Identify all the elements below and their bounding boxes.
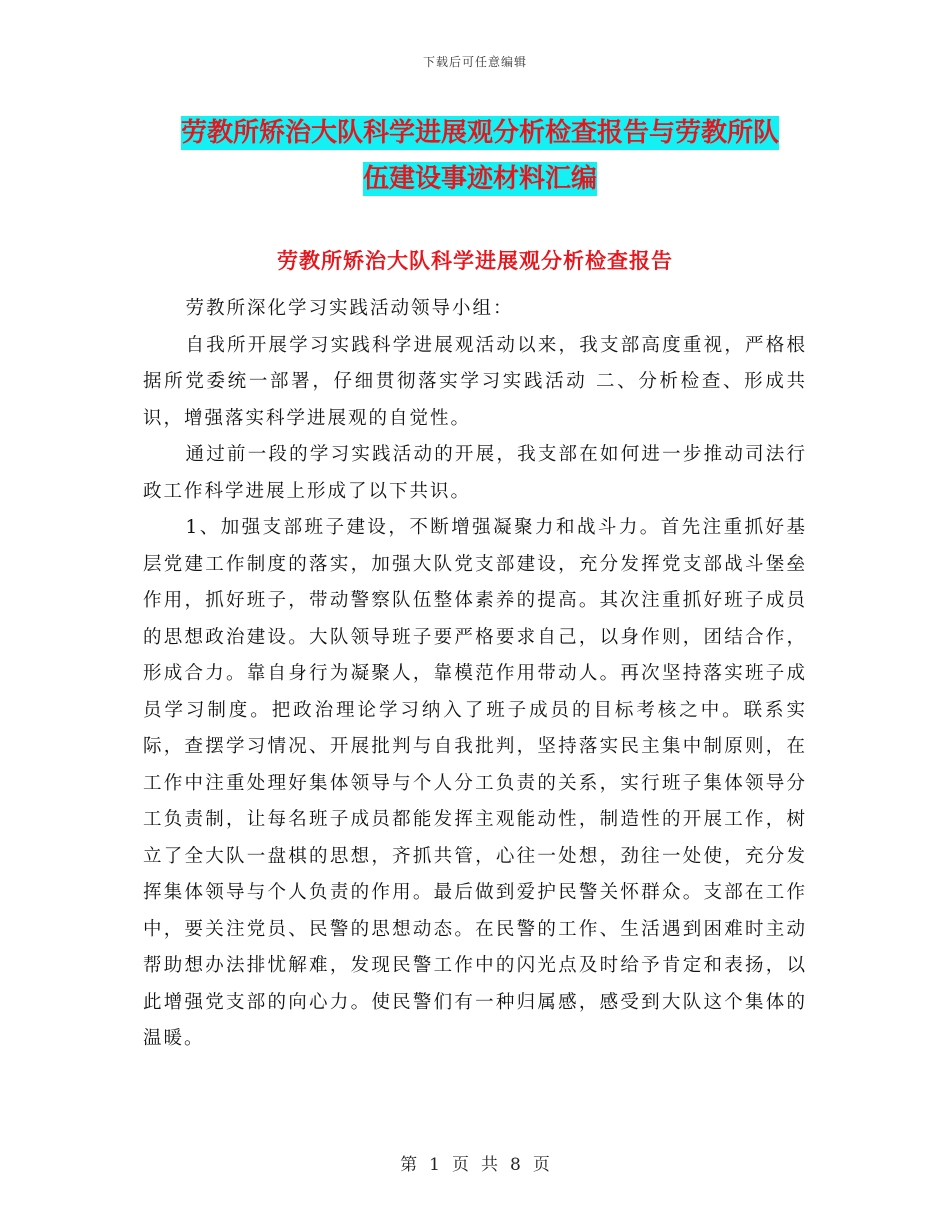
paragraph-point-1: 1、加强支部班子建设，不断增强凝聚力和战斗力。首先注重抓好基层党建工作制度的落实，加强大队党支部建设，充分发挥党支部战斗堡垒作用，抓好班子，带动警察队伍整体素养的提高。其次注重抓好班子成员的思想政治建设。大队领导班子要严格要求自己，以身作则，团结合作，形成合力。靠自身行为凝聚人，靠模范作用带动人。再次坚持落实班子成员学习制度。把政治理论学习纳入了班子成员的目标考核之中。联系实际，查摆学习情况、开展批判与自我批判，坚持落实民主集中制原则，在工作中注重处理好集体领导与个人分工负责的关系，实行班子集体领导分工负责制，让每名班子成员都能发挥主观能动性，制造性的开展工作，树立了全大队一盘棋的思想，齐抓共管，心往一处想，劲往一处使，充分发挥集体领导与个人负责的作用。最后做到爱护民警关怀群众。支部在工作中，要关注党员、民警的思想动态。在民警的工作、生活遇到困难时主动帮助想办法排忧解难，发现民警工作中的闪光点及时给予肯定和表扬，以此增强党支部的向心力。使民警们有一种归属感，感受到大队这个集体的温暖。 (143, 517, 807, 1049)
page-footer (0, 1150, 950, 1175)
main-title-line-1: 劳教所矫治大队科学进展观分析检查报告与劳教所队 (180, 118, 779, 148)
paragraph-salutation: 劳教所深化学习实践活动领导小组： (185, 298, 514, 319)
paragraph-consensus: 通过前一段的学习实践活动的开展，我支部在如何进一步推动司法行政工作科学进展上形成了以下共识。 (143, 444, 807, 502)
footer-total-pages: 8 (510, 1155, 521, 1175)
footer-prefix: 第 (400, 1155, 418, 1175)
section-title: 劳教所矫治大队科学进展观分析检查报告 (277, 248, 673, 273)
header-note: 下载后可任意编辑 (422, 55, 527, 69)
main-title (140, 110, 820, 202)
footer-page-number: 1 (429, 1155, 440, 1175)
footer-suffix: 页 (532, 1155, 550, 1175)
footer-page-label: 页 (452, 1155, 469, 1175)
paragraph-intro: 自我所开展学习实践科学进展观活动以来，我支部高度重视，严格根据所党委统一部署，仔细贯彻落实学习实践活动 二、分析检查、形成共识，增强落实科学进展观的自觉性。 (143, 334, 807, 429)
body-text (143, 291, 807, 1058)
main-title-line-2: 伍建设事迹材料汇编 (362, 164, 597, 194)
footer-total-prefix: 共 (481, 1155, 498, 1175)
